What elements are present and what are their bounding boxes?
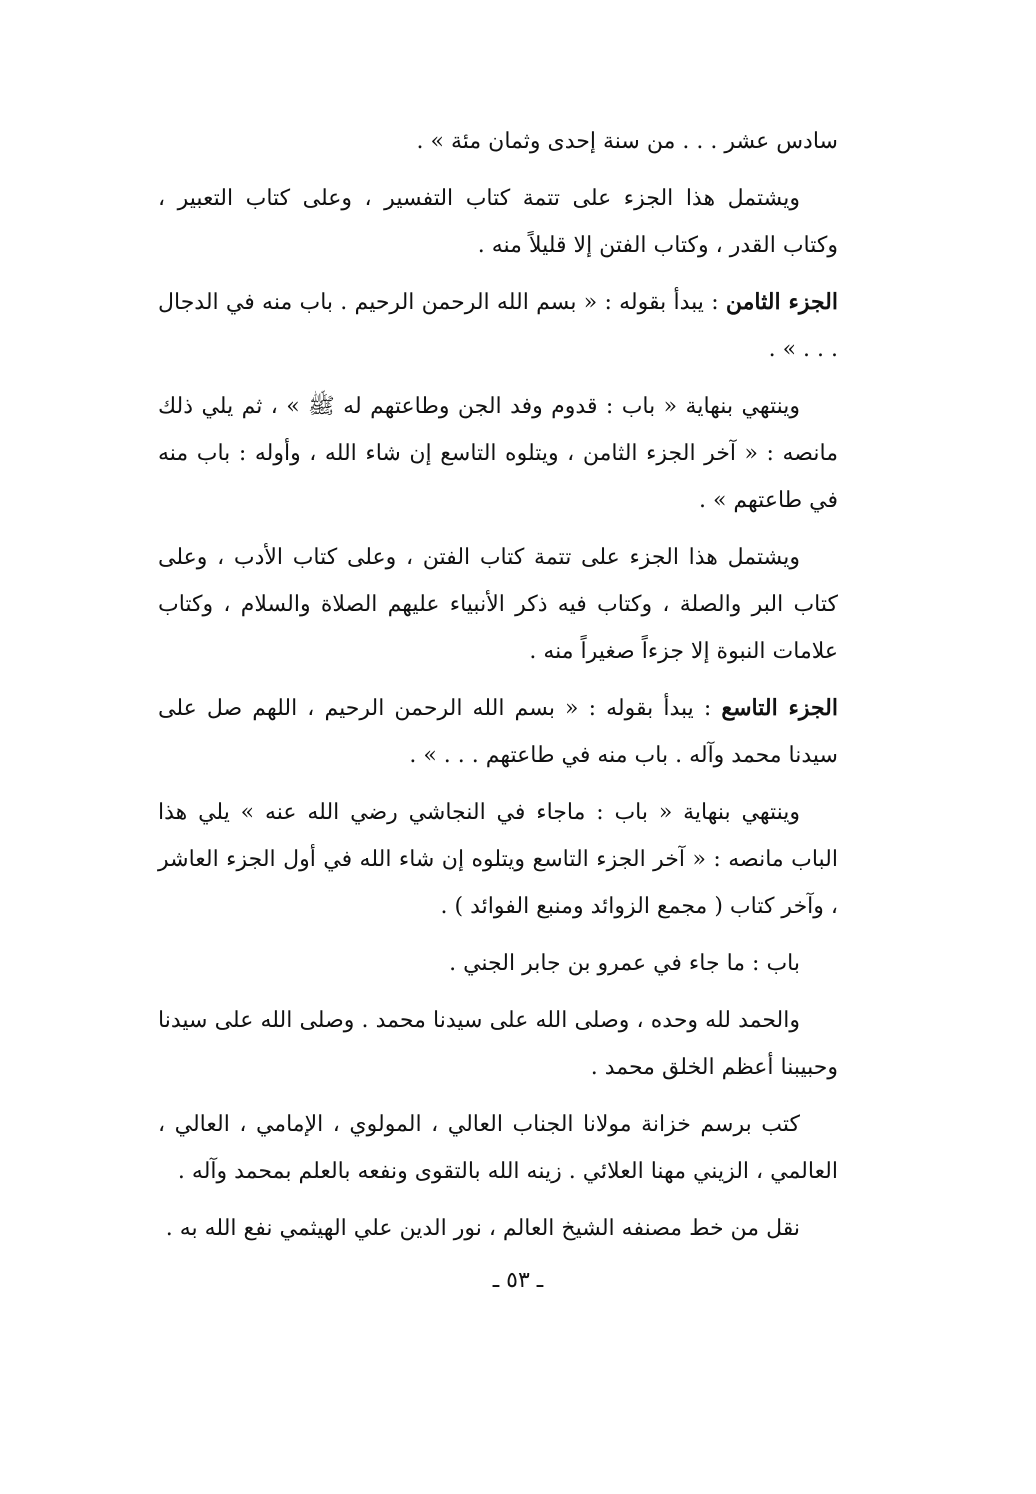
paragraph bbox=[158, 279, 838, 373]
paragraph-text: والحمد لله وحده ، وصلى الله على سيدنا محمد . وصلى الله على سيدنا وحبيبنا أعظم الخلق محمد . bbox=[158, 1008, 838, 1080]
page-number: ـ ٥٣ ـ bbox=[492, 1268, 544, 1293]
paragraph bbox=[158, 997, 838, 1091]
paragraph bbox=[158, 1101, 838, 1195]
paragraph-text: سادس عشر . . . من سنة إحدى وثمان مئة » . bbox=[416, 129, 838, 154]
paragraph-text: نقل من خط مصنفه الشيخ العالم ، نور الدين علي الهيثمي نفع الله به . bbox=[165, 1216, 800, 1241]
paragraph-text: ويشتمل هذا الجزء على تتمة كتاب التفسير ، وعلى كتاب التعبير ، وكتاب القدر ، وكتاب الفتن إلا قليلاً منه . bbox=[158, 186, 838, 258]
section-heading: الجزء التاسع bbox=[721, 695, 838, 721]
paragraph bbox=[158, 534, 838, 675]
paragraph bbox=[158, 175, 838, 269]
paragraph-text: ويشتمل هذا الجزء على تتمة كتاب الفتن ، وعلى كتاب الأدب ، وعلى كتاب البر والصلة ، وكتاب فيه ذكر الأنبياء عليهم الصلاة والسلام ، وكتاب علامات النبوة إلا جزءاً صغيراً منه . bbox=[158, 545, 838, 664]
paragraph bbox=[158, 940, 838, 987]
body-text bbox=[158, 118, 838, 1262]
paragraph bbox=[158, 685, 838, 779]
paragraph-text: : يبدأ بقوله : « بسم الله الرحمن الرحيم ، اللهم صل على سيدنا محمد وآله . باب منه في طاعتهم . . . » . bbox=[158, 696, 838, 768]
paragraph bbox=[158, 789, 838, 930]
paragraph bbox=[158, 118, 838, 165]
paragraph-text: باب : ما جاء في عمرو بن جابر الجني . bbox=[449, 951, 800, 976]
paragraph-text: وينتهي بنهاية « باب : ماجاء في النجاشي رضي الله عنه » يلي هذا الباب مانصه : « آخر الجزء التاسع ويتلوه إن شاء الله في أول الجزء العاشر ، وآخر كتاب ( مجمع الزوائد ومنبع الفوائد ) . bbox=[158, 800, 838, 919]
paragraph-text: وينتهي بنهاية « باب : قدوم وفد الجن وطاعتهم له ﷺ » ، ثم يلي ذلك مانصه : « آخر الجزء الثامن ، ويتلوه التاسع إن شاء الله ، وأوله : باب منه في طاعتهم » . bbox=[158, 394, 838, 513]
paragraph bbox=[158, 383, 838, 524]
paragraph bbox=[158, 1205, 838, 1252]
paragraph-text: : يبدأ بقوله : « بسم الله الرحمن الرحيم . باب منه في الدجال . . . » . bbox=[158, 290, 838, 362]
paragraph-text: كتب برسم خزانة مولانا الجناب العالي ، المولوي ، الإمامي ، العالي ، العالمي ، الزيني مهنا العلائي . زينه الله بالتقوى ونفعه بالعلم بمحمد وآله . bbox=[158, 1112, 838, 1184]
section-heading: الجزء الثامن bbox=[725, 289, 838, 315]
